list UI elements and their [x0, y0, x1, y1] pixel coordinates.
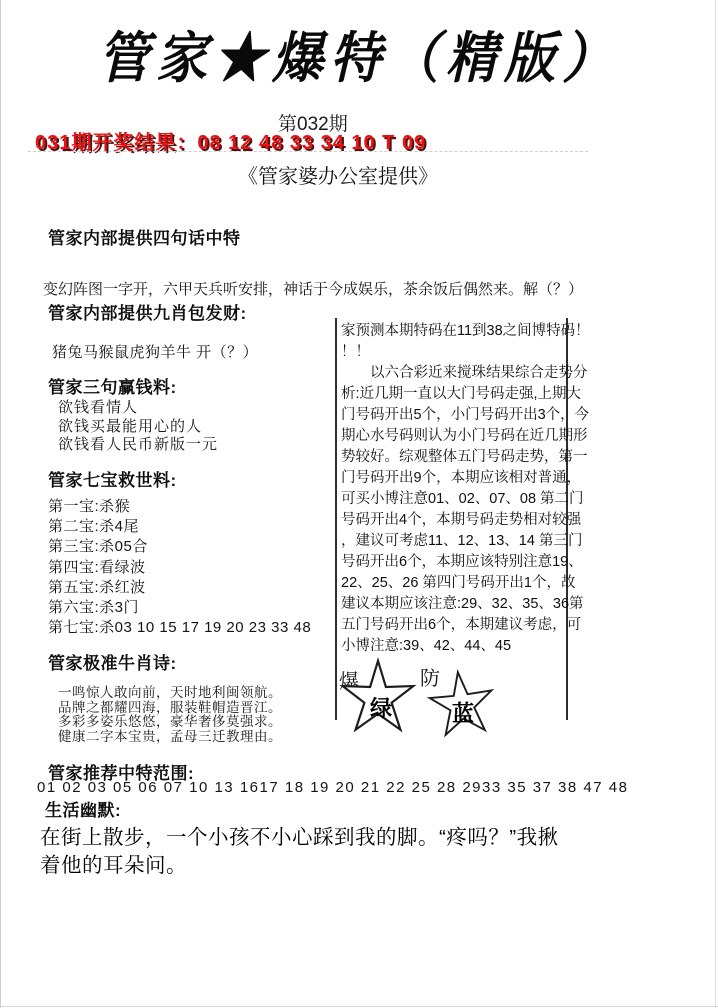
money-line: 欲钱看情人 [58, 399, 139, 416]
treasure-line: 第二宝:杀4尾 [48, 518, 140, 536]
section-header-humor: 生活幽默: [45, 801, 122, 820]
analysis-line: 期心水号码则认为小门号码在近几期形 [341, 428, 588, 444]
treasure-line: 第五宝:杀红波 [48, 578, 146, 596]
page-left-edge [0, 0, 1, 1008]
treasure-line: 第六宝:杀3门 [48, 599, 140, 617]
analysis-line: 五门号码开出6个，本期建议考虑，可 [341, 617, 582, 633]
section-header-nine-zodiac: 管家内部提供九肖包发财: [48, 304, 247, 323]
section-header-four-sentence: 管家内部提供四句话中特 [48, 229, 241, 248]
analysis-line: 门号码开出9个，本期应该相对普通， [341, 470, 582, 486]
analysis-line: 门号码开出5个，小门号码开出3个，今 [341, 407, 590, 423]
analysis-line: ，建议可考虑11、12、13、14 第三门 [341, 533, 583, 549]
analysis-line: 建议本期应该注意:29、32、35、36第 [341, 596, 584, 612]
analysis-line: 家预测本期特码在11到38之间博特码！ [341, 323, 590, 339]
section-header-zodiac-poem: 管家极准牛肖诗: [48, 654, 177, 673]
page-title: 管家★爆特（精版） [97, 27, 620, 89]
analysis-line: ！！ [341, 344, 370, 360]
blue-star-label: 蓝 [452, 701, 475, 726]
section-header-seven-treasures: 管家七宝救世料: [48, 471, 177, 490]
poem-line: 多彩多姿乐悠悠，豪华奢侈莫强求。 [58, 714, 282, 730]
analysis-line: 以六合彩近来搅珠结果综合走势分 [341, 365, 588, 381]
zodiac-poem-list [58, 686, 282, 744]
page-right-edge [715, 0, 716, 1008]
poem-line: 品牌之都耀四海，服装鞋帽造晋江。 [58, 699, 282, 715]
analysis-line: 号码开出4个，本期号码走势相对较强 [341, 512, 582, 528]
treasure-line: 第四宝:看绿波 [48, 558, 146, 576]
previous-draw-result: 031期开奖结果：08 12 48 33 34 10 T 09 [35, 132, 427, 154]
money-line: 欲钱看人民币新版一元 [58, 436, 219, 453]
humor-line: 着他的耳朵问。 [40, 854, 187, 877]
dashed-separator [28, 151, 588, 152]
humor-line: 在街上散步，一个小孩不小心踩到我的脚。“疼吗？”我揪 [40, 826, 559, 849]
treasure-line: 第七宝:杀03 10 15 17 19 20 23 33 48 [48, 619, 312, 637]
nine-zodiac-text: 猪兔马猴鼠虎狗羊牛 开（？） [52, 344, 259, 361]
burst-label: 爆 [339, 671, 359, 693]
seven-treasures-list [48, 497, 311, 638]
treasure-line: 第一宝:杀猴 [48, 498, 131, 515]
humor-text [40, 824, 559, 880]
section-header-recommend-range: 管家推荐中特范围: [48, 764, 195, 783]
four-sentence-text: 变幻阵图一字开，六甲天兵听安排，神话于今成娱乐，茶余饭后偶然来。解（？） [43, 281, 584, 298]
provider-line: 《管家婆办公室提供》 [238, 166, 438, 188]
guard-label: 防 [420, 668, 440, 690]
treasure-line: 第三宝:杀05合 [48, 538, 148, 556]
analysis-line: 势较好。综观整体五门号码走势，第一 [341, 449, 588, 465]
green-star-label: 绿 [370, 696, 393, 721]
poem-line: 健康二字本宝贵，孟母三迁教理由。 [58, 728, 282, 744]
analysis-line: 析:近几期一直以大门号码走强,上期大 [341, 386, 582, 402]
issue-number: 第032期 [278, 114, 348, 135]
poem-line: 一鸣惊人敢向前，天时地利闽领航。 [58, 685, 282, 700]
recommend-range-numbers: 01 02 03 05 06 07 10 13 1617 18 19 20 21 22 25 28 2933 35 37 38 47 48 [37, 779, 629, 796]
money-line: 欲钱买最能用心的人 [58, 417, 203, 435]
analysis-line: 小博注意:39、42、44、45 [341, 638, 512, 654]
section-header-three-money: 管家三句赢钱料: [48, 378, 177, 397]
analysis-line: 可买小博注意01、02、07、08 第二门 [341, 491, 584, 507]
analysis-line: 号码开出6个，本期应该特别注意19、 [341, 554, 583, 570]
analysis-line: 22、25、26 第四门号码开出1个，故 [341, 575, 576, 591]
three-money-list [58, 399, 218, 455]
page-bottom-edge [0, 1006, 718, 1007]
